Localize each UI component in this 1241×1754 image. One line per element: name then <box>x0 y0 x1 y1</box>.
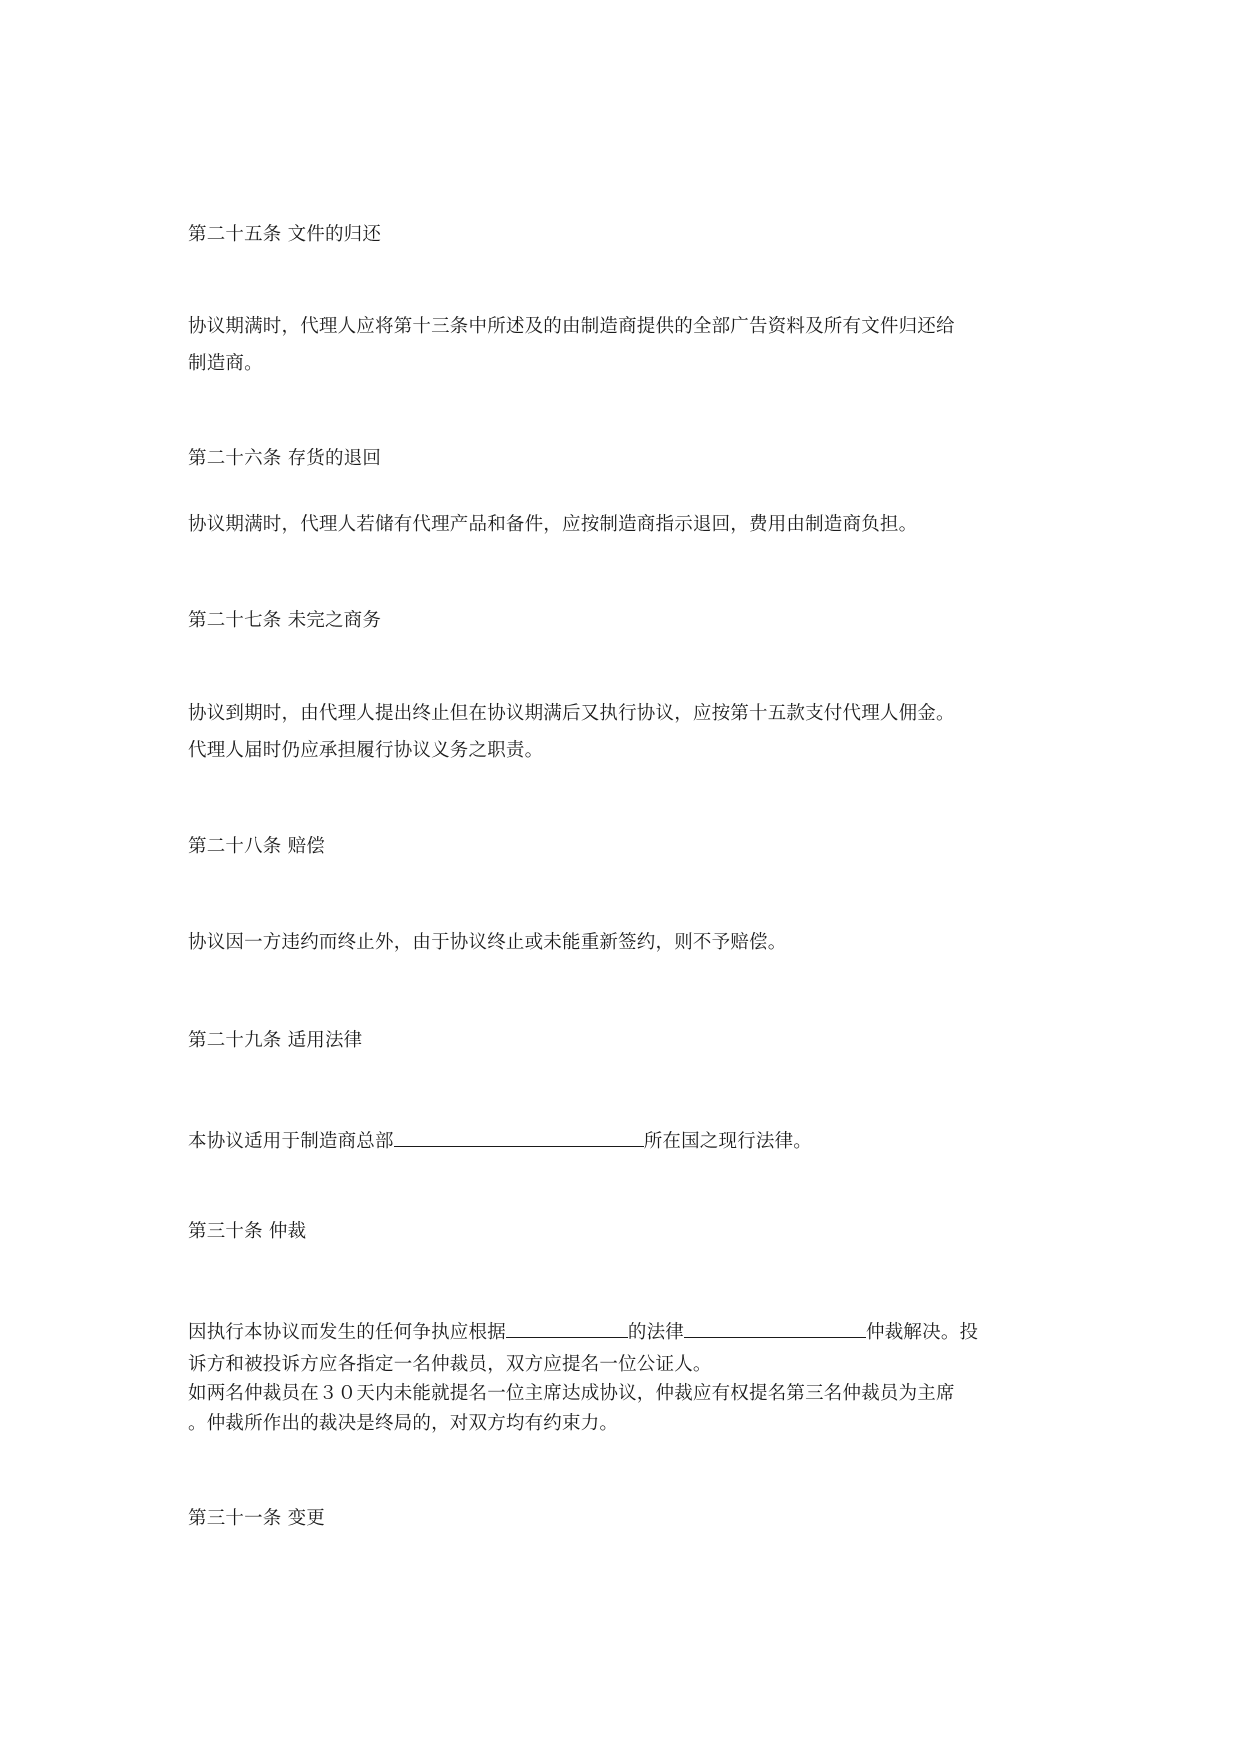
article-25-body-line: 制造商。 <box>188 353 263 374</box>
article-30-body-part: 仲裁解决。投 <box>866 1322 979 1343</box>
article-31-heading: 第三十一条 变更 <box>188 1508 325 1529</box>
article-27-heading: 第二十七条 未完之商务 <box>188 610 382 631</box>
arbitration-body-blank <box>684 1319 866 1338</box>
article-30-body-part: 的法律 <box>627 1322 685 1343</box>
article-26-heading: 第二十六条 存货的退回 <box>188 448 382 469</box>
article-29-body-prefix: 本协议适用于制造商总部 <box>188 1131 394 1152</box>
article-25-body-line: 协议期满时，代理人应将第十三条中所述及的由制造商提供的全部广告资料及所有文件归还给 <box>188 316 955 337</box>
article-27-body-line: 协议到期时，由代理人提出终止但在协议期满后又执行协议，应按第十五款支付代理人佣金。 <box>188 703 955 724</box>
headquarters-country-blank <box>394 1128 644 1147</box>
article-28-heading: 第二十八条 赔偿 <box>188 836 325 857</box>
article-29-body-suffix: 所在国之现行法律。 <box>643 1131 813 1152</box>
article-29-body-line <box>188 1128 812 1152</box>
governing-law-blank <box>506 1319 628 1338</box>
article-26-body-line: 协议期满时，代理人若储有代理产品和备件，应按制造商指示退回，费用由制造商负担。 <box>188 514 918 535</box>
article-30-heading: 第三十条 仲裁 <box>188 1221 307 1242</box>
article-27-body-line: 代理人届时仍应承担履行协议义务之职责。 <box>188 740 544 761</box>
article-30-body-line: 诉方和被投诉方应各指定一名仲裁员，双方应提名一位公证人。 <box>188 1354 712 1375</box>
article-29-heading: 第二十九条 适用法律 <box>188 1030 363 1051</box>
article-30-body-line: 如两名仲裁员在３０天内未能就提名一位主席达成协议，仲裁应有权提名第三名仲裁员为主席 <box>188 1383 955 1404</box>
article-28-body-line: 协议因一方违约而终止外，由于协议终止或未能重新签约，则不予赔偿。 <box>188 932 787 953</box>
article-25-heading: 第二十五条 文件的归还 <box>188 224 382 245</box>
article-30-body-part: 因执行本协议而发生的任何争执应根据 <box>188 1322 506 1343</box>
article-30-body-line: 。仲裁所作出的裁决是终局的，对双方均有约束力。 <box>188 1413 619 1434</box>
article-30-body-line <box>188 1319 978 1343</box>
